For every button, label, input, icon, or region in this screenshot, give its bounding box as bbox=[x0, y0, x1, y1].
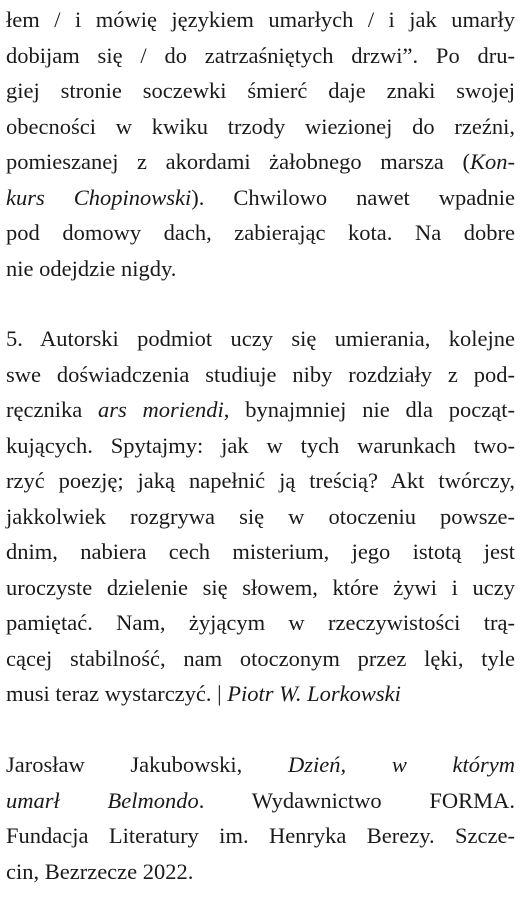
text-line bbox=[6, 180, 515, 216]
text-line bbox=[6, 676, 515, 712]
paragraph-review-continuation bbox=[6, 2, 515, 286]
text-line: rzyć poezję; jaką napełnić ją treścią? Akt twórczy, bbox=[6, 468, 515, 493]
text-line: nie odejdzie nigdy. bbox=[6, 255, 177, 281]
text-line bbox=[6, 783, 515, 819]
author-signature: Piotr W. Lorkowski bbox=[227, 681, 401, 706]
text-line: giej stronie soczewki śmierć daje znaki swojej bbox=[6, 78, 515, 103]
text-run: pomieszanej z akordami żałobnego marsza ( bbox=[6, 149, 470, 174]
text-line: kujących. Spytajmy: jak w tych warunkach two- bbox=[6, 432, 515, 458]
text-line: dnim, nabiera cech misterium, jego istotą jest bbox=[6, 539, 515, 564]
italic-title-part: kurs Chopinowski bbox=[6, 184, 192, 210]
text-run: ręcznika bbox=[6, 397, 98, 422]
text-line: łem / i mówię językiem umarłych / i jak umarły bbox=[6, 7, 515, 32]
paragraph-section-5 bbox=[6, 321, 515, 712]
text-line: uroczyste dzielenie się słowem, które żywi i uczy bbox=[6, 574, 515, 600]
text-line: pod domowy dach, zabierając kota. Na dobre bbox=[6, 220, 515, 245]
text-line: dobijam się / do zatrzaśniętych drzwi”. Po dru- bbox=[6, 42, 515, 68]
text-line: Fundacja Literatury im. Henryka Berezy. Szcze- bbox=[6, 823, 515, 848]
text-line: obecności w kwiku trzody wiezionej do rzeźni, bbox=[6, 113, 515, 139]
italic-term: ars moriendi bbox=[97, 397, 224, 422]
text-line bbox=[6, 144, 515, 180]
text-line: cącej stabilność, nam otoczonym przez lęki, tyle bbox=[6, 645, 515, 671]
text-run: musi teraz wystarczyć. | bbox=[6, 681, 228, 706]
text-run: Jarosław Jakubowski, bbox=[6, 752, 288, 777]
text-line: pamiętać. Nam, żyjącym w rzeczywistości trą- bbox=[6, 610, 515, 635]
text-line: jakkolwiek rozgrywa się w otoczeniu powsze- bbox=[6, 503, 515, 529]
book-citation bbox=[6, 747, 515, 889]
text-run: . Wydawnictwo FORMA. bbox=[198, 787, 515, 813]
text-run: ). Chwilowo nawet wpadnie bbox=[191, 184, 516, 210]
italic-book-title: Dzień, w którym bbox=[288, 752, 515, 777]
text-run: , bynajmniej nie dla począt- bbox=[223, 397, 515, 422]
text-line bbox=[6, 747, 515, 783]
text-line bbox=[6, 392, 515, 428]
italic-title-part: Kon- bbox=[470, 149, 515, 174]
text-line: cin, Bezrzecze 2022. bbox=[6, 858, 194, 884]
text-line: 5. Autorski podmiot uczy się umierania, kolejne bbox=[6, 326, 515, 351]
italic-book-title: umarł Belmondo bbox=[6, 787, 199, 813]
text-line: swe doświadczenia studiuje niby rozdziały z pod- bbox=[6, 361, 515, 387]
